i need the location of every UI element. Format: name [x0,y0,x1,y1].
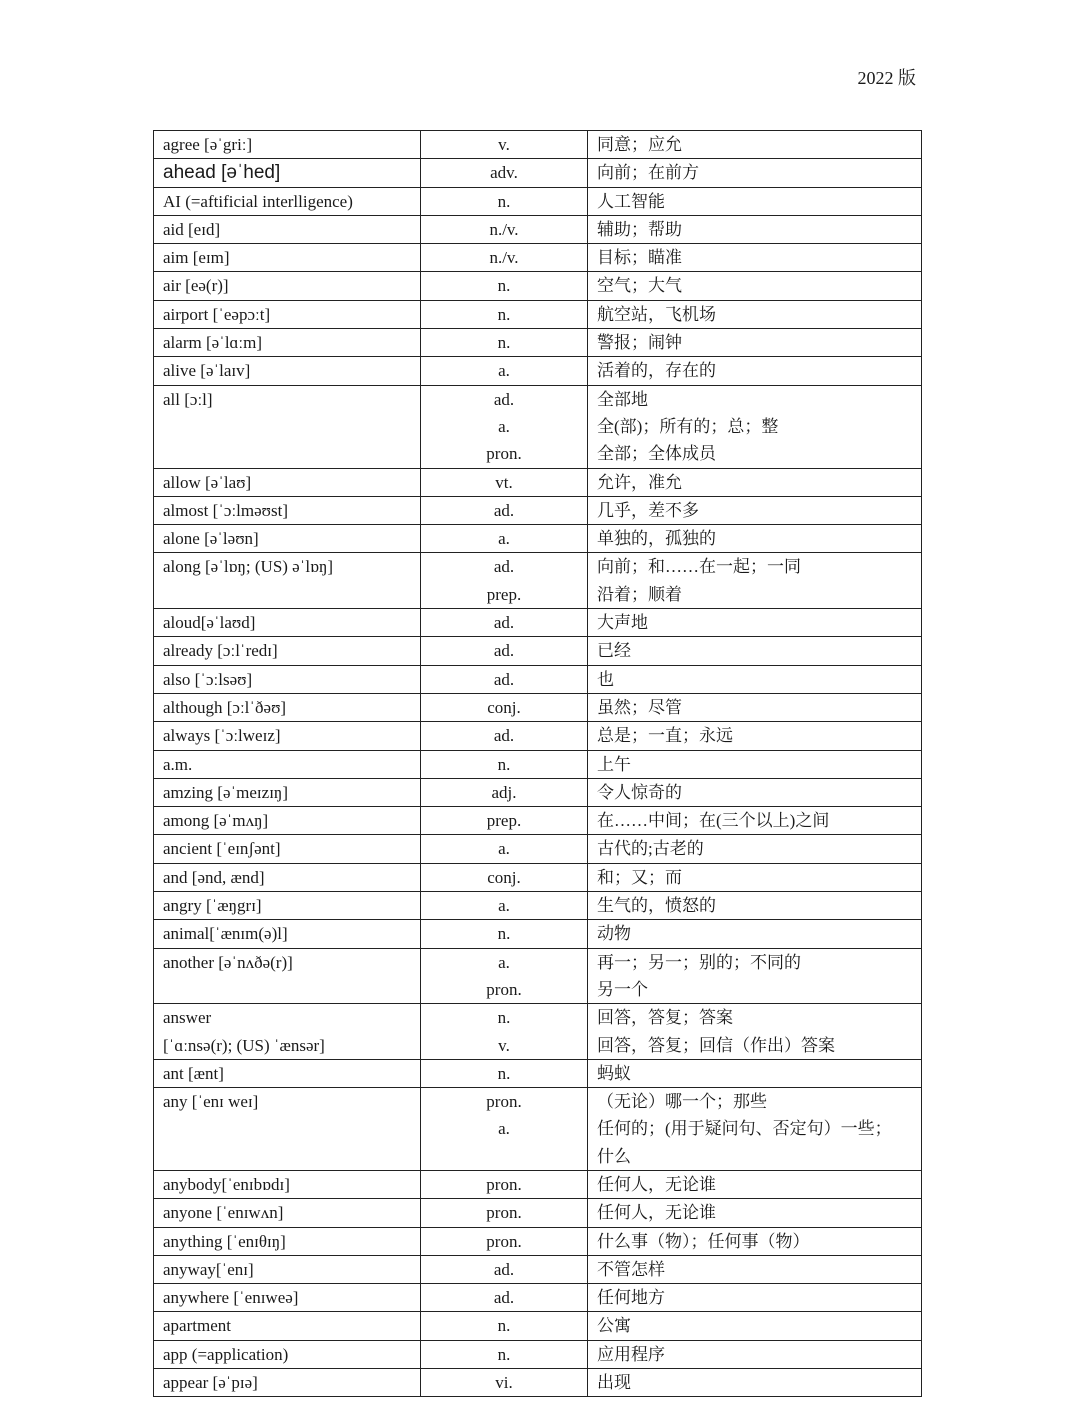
word-cell [154,496,421,524]
vocab-row [154,215,922,243]
vocab-row [154,131,922,159]
vocab-row [154,807,922,835]
meaning-text: 古代的;古老的 [597,839,704,859]
vocab-row [154,693,922,721]
pos-text: prep. [486,811,522,831]
meaning-cell [588,272,922,300]
meaning-text: 虽然；尽管 [597,697,682,717]
word-text: almost [ˈɔːlməʊst] [163,500,288,520]
pos-text: pron. [486,979,522,999]
meaning-text: 和；又；而 [597,867,682,887]
word-text: appear [əˈpɪə] [163,1373,258,1393]
vocab-row [154,665,922,693]
pos-text: a. [498,896,510,916]
vocab-row [154,1284,922,1312]
pos-cell [421,1059,588,1087]
vocab-row [154,948,922,1004]
pos-text: pron. [486,1174,522,1194]
word-text: answer [163,1008,212,1028]
word-cell [154,272,421,300]
word-text: alone [əˈləʊn] [163,529,259,549]
word-cell [154,159,421,187]
meaning-cell [588,329,922,357]
word-text: always [ˈɔːlweɪz] [163,726,281,746]
word-text: anyone [ˈenɪwʌn] [163,1203,284,1223]
word-cell [154,131,421,159]
pos-text: pron. [486,444,522,464]
meaning-text: 再一；另一；别的；不同的 [597,952,801,972]
meaning-cell [588,1088,922,1171]
word-cell [154,778,421,806]
vocab-row [154,1369,922,1397]
pos-cell [421,750,588,778]
vocab-row [154,1088,922,1171]
word-text: AI (=aftificial interlligence) [163,191,353,211]
word-text: alive [əˈlaɪv] [163,361,251,381]
pos-text: v. [498,135,510,154]
pos-text: conj. [487,867,521,887]
vocab-row [154,609,922,637]
pos-text: vi. [495,1373,513,1393]
pos-text: n. [497,1008,511,1028]
meaning-cell [588,496,922,524]
word-cell [154,525,421,553]
word-cell [154,1284,421,1312]
meaning-text: （无论）哪一个；那些 [597,1092,767,1112]
pos-text: ad. [493,669,515,689]
pos-text: a. [498,416,510,436]
pos-text: n. [497,304,511,324]
meaning-text: 动物 [597,924,631,944]
word-text: along [əˈlɒŋ; (US) əˈlɒŋ] [163,557,334,577]
pos-text: n./v. [489,248,519,268]
meaning-cell [588,778,922,806]
pos-text: ad. [493,389,515,409]
meaning-cell [588,159,922,187]
meaning-cell [588,131,922,159]
word-text: [ˈɑːnsə(r); (US) ˈænsər] [163,1035,325,1055]
vocab-row [154,496,922,524]
vocab-row [154,525,922,553]
pos-cell [421,1284,588,1312]
pos-cell [421,131,588,159]
pos-cell [421,1199,588,1227]
pos-text: a. [498,839,510,859]
pos-cell [421,525,588,553]
word-cell [154,892,421,920]
meaning-cell [588,1059,922,1087]
meaning-text: 任何人，无论谁 [597,1174,716,1194]
vocabulary-table-body [154,131,922,1397]
vocab-row [154,357,922,385]
meaning-text: 同意；应允 [597,135,682,154]
word-cell [154,807,421,835]
word-text: anywhere [ˈenɪweə] [163,1288,299,1308]
meaning-text: 任何人，无论谁 [597,1203,716,1223]
meaning-text: 人工智能 [597,191,665,211]
meaning-text: 回答，答复；答案 [597,1008,733,1028]
meaning-cell [588,807,922,835]
word-text: anything [ˈenɪθɪŋ] [163,1231,286,1251]
meaning-cell [588,665,922,693]
meaning-cell [588,1255,922,1283]
word-cell [154,1312,421,1340]
edition-label: 2022 版 [857,68,916,88]
meaning-text: 应用程序 [597,1344,665,1364]
pos-cell [421,778,588,806]
word-cell [154,665,421,693]
pos-text: a. [498,952,510,972]
vocabulary-table [153,130,922,1397]
word-cell [154,329,421,357]
meaning-text: 出现 [597,1373,631,1393]
meaning-text: 不管怎样 [597,1259,665,1279]
pos-text: prep. [486,584,522,604]
vocab-row [154,385,922,468]
word-cell [154,1255,421,1283]
pos-text: conj. [487,697,521,717]
pos-cell [421,553,588,609]
meaning-text: 回答，答复；回信（作出）答案 [597,1035,835,1055]
word-cell [154,609,421,637]
pos-cell [421,385,588,468]
word-text: any [ˈenɪ weɪ] [163,1092,259,1112]
pos-cell [421,637,588,665]
word-text: allow [əˈlaʊ] [163,472,252,492]
word-text: and [ənd, ænd] [163,867,265,887]
vocab-row [154,1059,922,1087]
pos-cell [421,722,588,750]
pos-cell [421,665,588,693]
meaning-text: 全部；全体成员 [597,444,716,464]
word-cell [154,1088,421,1171]
vocab-row [154,1227,922,1255]
word-cell [154,1369,421,1397]
pos-cell [421,1369,588,1397]
meaning-cell [588,750,922,778]
word-text: app (=application) [163,1344,289,1364]
word-cell [154,863,421,891]
meaning-text: 另一个 [597,979,648,999]
meaning-cell [588,1170,922,1198]
pos-cell [421,159,588,187]
pos-text: ad. [493,500,515,520]
word-text: apartment [163,1316,231,1336]
pos-text: ad. [493,641,515,661]
pos-cell [421,496,588,524]
meaning-text: 也 [597,669,614,689]
meaning-cell [588,215,922,243]
pos-cell [421,920,588,948]
meaning-text: 什么事（物）；任何事（物） [597,1231,810,1251]
word-text: a.m. [163,754,193,774]
meaning-cell [588,300,922,328]
pos-text: pron. [486,1092,522,1112]
pos-text: vt. [495,472,513,492]
word-cell [154,357,421,385]
meaning-cell [588,722,922,750]
vocab-row [154,835,922,863]
pos-cell [421,187,588,215]
word-cell [154,1340,421,1368]
meaning-cell [588,1312,922,1340]
meaning-cell [588,609,922,637]
meaning-text: 什么 [597,1146,631,1166]
meaning-text: 公寓 [597,1316,631,1336]
word-text: angry [ˈæŋgrɪ] [163,896,262,916]
meaning-text: 空气；大气 [597,276,682,296]
pos-cell [421,1255,588,1283]
word-cell [154,468,421,496]
meaning-cell [588,1227,922,1255]
pos-cell [421,300,588,328]
vocab-row [154,272,922,300]
word-cell [154,385,421,468]
vocab-row [154,187,922,215]
word-cell [154,1199,421,1227]
pos-text: a. [498,361,510,381]
meaning-text: 全(部)；所有的；总；整 [597,416,779,436]
meaning-cell [588,468,922,496]
vocab-row [154,1312,922,1340]
pos-text: n. [497,1316,511,1336]
meaning-text: 在……中间；在(三个以上)之间 [597,811,830,831]
pos-text: ad. [493,726,515,746]
pos-text: v. [498,1035,510,1055]
pos-text: ad. [493,1288,515,1308]
pos-text: n. [497,191,511,211]
meaning-cell [588,1369,922,1397]
pos-text: pron. [486,1231,522,1251]
pos-cell [421,215,588,243]
meaning-cell [588,385,922,468]
pos-cell [421,1340,588,1368]
pos-text: n. [497,1063,511,1083]
meaning-cell [588,357,922,385]
word-text: ant [ænt] [163,1063,224,1083]
meaning-text: 辅助；帮助 [597,219,682,239]
word-text: ancient [ˈeɪnʃənt] [163,839,281,859]
word-text: although [ɔːlˈðəʊ] [163,697,287,717]
meaning-cell [588,553,922,609]
pos-cell [421,244,588,272]
meaning-text: 蚂蚁 [597,1063,631,1083]
vocab-row [154,750,922,778]
pos-cell [421,807,588,835]
vocab-row [154,637,922,665]
word-cell [154,1004,421,1060]
word-text: aloud[əˈlaʊd] [163,613,256,633]
word-cell [154,553,421,609]
pos-cell [421,835,588,863]
word-text: alarm [əˈlɑːm] [163,333,263,353]
vocab-row [154,244,922,272]
vocab-row [154,892,922,920]
meaning-cell [588,1340,922,1368]
meaning-text: 单独的，孤独的 [597,529,716,549]
word-cell [154,1059,421,1087]
vocab-row [154,1340,922,1368]
word-text: anyway[ˈenɪ] [163,1259,254,1279]
vocab-row [154,159,922,187]
word-cell [154,920,421,948]
word-text: agree [əˈgriː] [163,135,253,154]
word-cell [154,300,421,328]
word-text: amzing [əˈmeɪzɪŋ] [163,782,288,802]
meaning-text: 活着的，存在的 [597,361,716,381]
vocab-row [154,863,922,891]
pos-cell [421,272,588,300]
word-cell [154,1170,421,1198]
pos-cell [421,1227,588,1255]
pos-cell [421,357,588,385]
meaning-cell [588,244,922,272]
pos-cell [421,329,588,357]
pos-cell [421,1004,588,1060]
word-cell [154,244,421,272]
word-text: aim [eɪm] [163,248,230,268]
word-text: also [ˈɔːlsəʊ] [163,669,253,689]
meaning-cell [588,1284,922,1312]
pos-cell [421,468,588,496]
word-text: ahead [əˈhed] [163,162,281,184]
pos-cell [421,609,588,637]
word-cell [154,1227,421,1255]
word-cell [154,750,421,778]
meaning-text: 任何的；(用于疑问句、否定句）一些； [597,1119,892,1139]
pos-text: a. [498,1119,510,1139]
word-cell [154,835,421,863]
pos-cell [421,693,588,721]
pos-text: a. [498,529,510,549]
pos-cell [421,1170,588,1198]
meaning-text: 令人惊奇的 [597,782,682,802]
meaning-cell [588,892,922,920]
meaning-text: 目标；瞄准 [597,248,682,268]
vocab-row [154,468,922,496]
pos-cell [421,1088,588,1171]
meaning-cell [588,525,922,553]
word-cell [154,215,421,243]
meaning-text: 允许，准允 [597,472,682,492]
meaning-text: 总是；一直；永远 [597,726,733,746]
meaning-cell [588,187,922,215]
pos-text: ad. [493,613,515,633]
meaning-cell [588,863,922,891]
pos-cell [421,1312,588,1340]
meaning-cell [588,693,922,721]
word-text: already [ɔːlˈredɪ] [163,641,278,661]
pos-text: n. [497,924,511,944]
word-cell [154,637,421,665]
pos-text: ad. [493,557,515,577]
pos-text: n. [497,754,511,774]
meaning-cell [588,920,922,948]
pos-cell [421,863,588,891]
word-text: among [əˈmʌŋ] [163,811,269,831]
word-cell [154,722,421,750]
pos-text: n. [497,1344,511,1364]
pos-text: n. [497,333,511,353]
vocab-row [154,1170,922,1198]
meaning-text: 沿着；顺着 [597,584,682,604]
meaning-text: 上午 [597,754,631,774]
word-text: anybody[ˈenɪbɒdɪ] [163,1174,290,1194]
meaning-text: 大声地 [597,613,648,633]
pos-text: pron. [486,1203,522,1223]
word-text: aid [eɪd] [163,219,221,239]
meaning-text: 全部地 [597,389,648,409]
meaning-text: 向前；和……在一起；一同 [597,557,801,577]
meaning-cell [588,835,922,863]
vocab-row [154,1004,922,1060]
pos-text: n./v. [489,219,519,239]
vocab-row [154,778,922,806]
meaning-text: 几乎，差不多 [597,500,699,520]
pos-cell [421,948,588,1004]
meaning-text: 生气的，愤怒的 [597,896,716,916]
word-cell [154,948,421,1004]
vocab-row [154,722,922,750]
pos-cell [421,892,588,920]
vocab-row [154,1255,922,1283]
meaning-text: 航空站，飞机场 [597,304,716,324]
word-cell [154,693,421,721]
meaning-cell [588,1004,922,1060]
meaning-cell [588,1199,922,1227]
vocab-row [154,1199,922,1227]
word-text: all [ɔːl] [163,389,213,409]
meaning-text: 任何地方 [597,1288,665,1308]
vocab-row [154,920,922,948]
meaning-cell [588,948,922,1004]
meaning-text: 向前；在前方 [597,163,699,183]
vocab-row [154,553,922,609]
word-text: air [eə(r)] [163,276,229,296]
meaning-text: 已经 [597,641,631,661]
pos-text: ad. [493,1259,515,1279]
meaning-text: 警报；闹钟 [597,333,682,353]
word-text: airport [ˈeəpɔːt] [163,304,271,324]
meaning-cell [588,637,922,665]
pos-text: n. [497,276,511,296]
vocab-row [154,300,922,328]
pos-text: adv. [490,163,518,183]
word-cell [154,187,421,215]
vocab-row [154,329,922,357]
pos-text: adj. [491,782,517,802]
word-text: animal[ˈænɪm(ə)l] [163,924,288,944]
word-text: another [əˈnʌðə(r)] [163,952,293,972]
